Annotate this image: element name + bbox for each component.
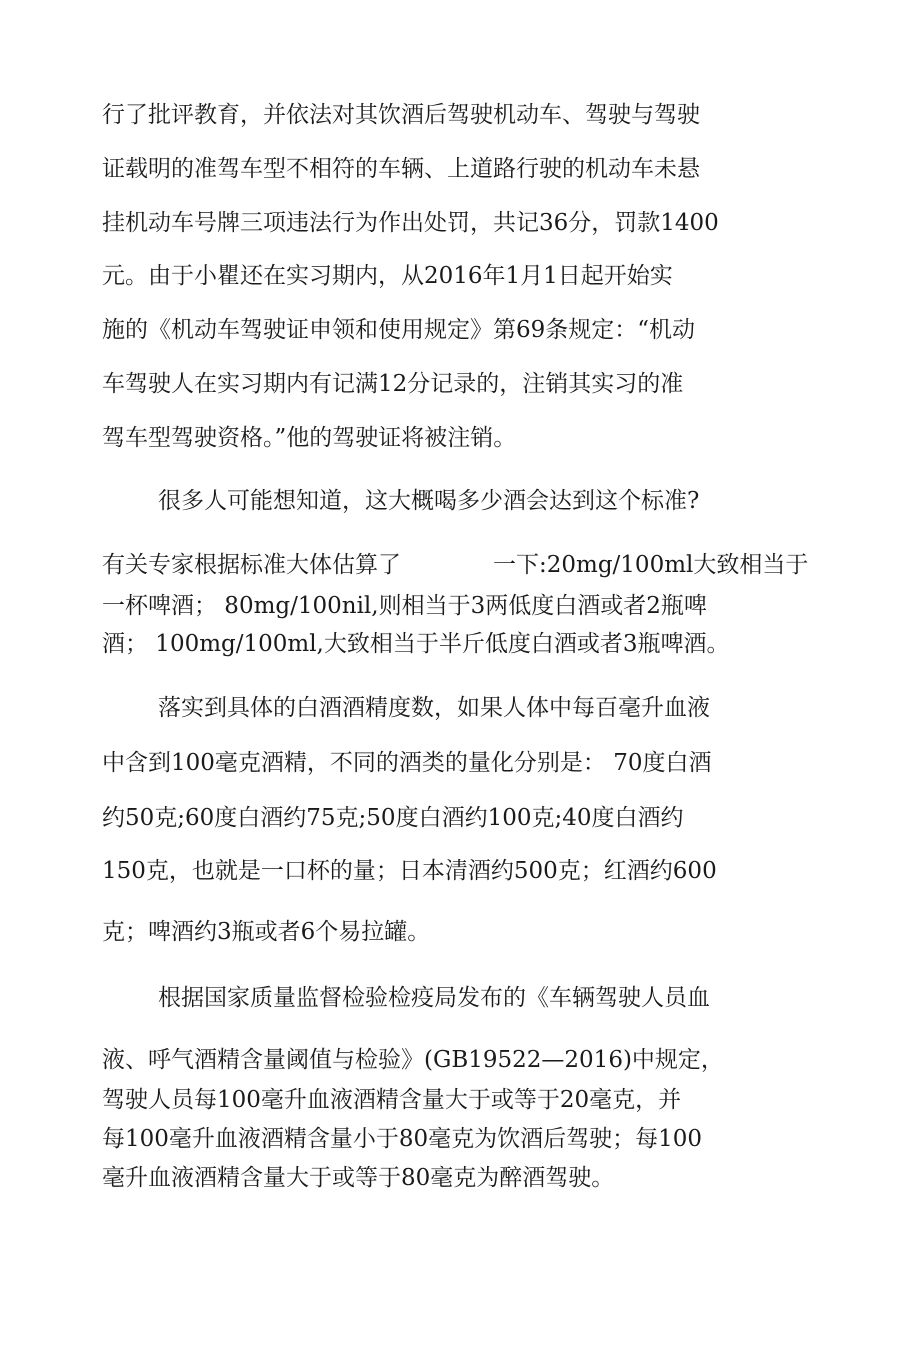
paragraph-line: 落实到具体的白酒酒精度数，如果人体中每百毫升血液 [158,695,710,721]
paragraph-line: 元。由于小瞿还在实习期内，从2016年1月1日起开始实 [102,263,673,289]
paragraph-line: 施的《机动车驾驶证申领和使用规定》第69条规定：“机动 [102,317,696,343]
paragraph-line: 驾车型驾驶资格。”他的驾驶证将被注销。 [102,425,517,451]
paragraph-line: 每100毫升血液酒精含量小于80毫克为饮酒后驾驶；每100 [102,1126,703,1152]
line-segment: 一下:20mg/100ml大致相当于 [493,552,809,578]
paragraph-line: 克；啤酒约3瓶或者6个易拉罐。 [102,919,431,945]
paragraph-line: 中含到100毫克酒精，不同的酒类的量化分别是： 70度白酒 [102,750,712,776]
paragraph-line: 证载明的准驾车型不相符的车辆、上道路行驶的机动车未悬 [102,156,700,182]
paragraph-line: 酒； 100mg/100ml,大致相当于半斤低度白酒或者3瓶啤酒。 [102,631,730,657]
paragraph-line: 挂机动车号牌三项违法行为作出处罚，共记36分，罚款1400 [102,210,719,236]
paragraph-line: 毫升血液酒精含量大于或等于80毫克为醉酒驾驶。 [102,1165,615,1191]
paragraph-line: 150克，也就是一口杯的量；日本清酒约500克；红酒约600 [102,858,717,884]
paragraph-line: 行了批评教育，并依法对其饮酒后驾驶机动车、驾驶与驾驶 [102,102,700,128]
paragraph-line: 根据国家质量监督检验检疫局发布的《车辆驾驶人员血 [158,985,710,1011]
paragraph-line: 很多人可能想知道，这大概喝多少酒会达到这个标准? [158,488,700,514]
line-segment: 有关专家根据标准大体估算了 [102,552,401,578]
paragraph-line: 约50克;60度白酒约75克;50度白酒约100克;40度白酒约 [102,805,684,831]
paragraph-line: 驾驶人员每100毫升血液酒精含量大于或等于20毫克，并 [102,1087,682,1113]
paragraph-line [102,551,808,579]
paragraph-line: 液、呼气酒精含量阈值与检验》(GB19522—2016)中规定， [102,1047,724,1073]
paragraph-line: 一杯啤酒； 80mg/100nil,则相当于3两低度白酒或者2瓶啤 [102,593,707,619]
paragraph-line: 车驾驶人在实习期内有记满12分记录的，注销其实习的准 [102,371,684,397]
